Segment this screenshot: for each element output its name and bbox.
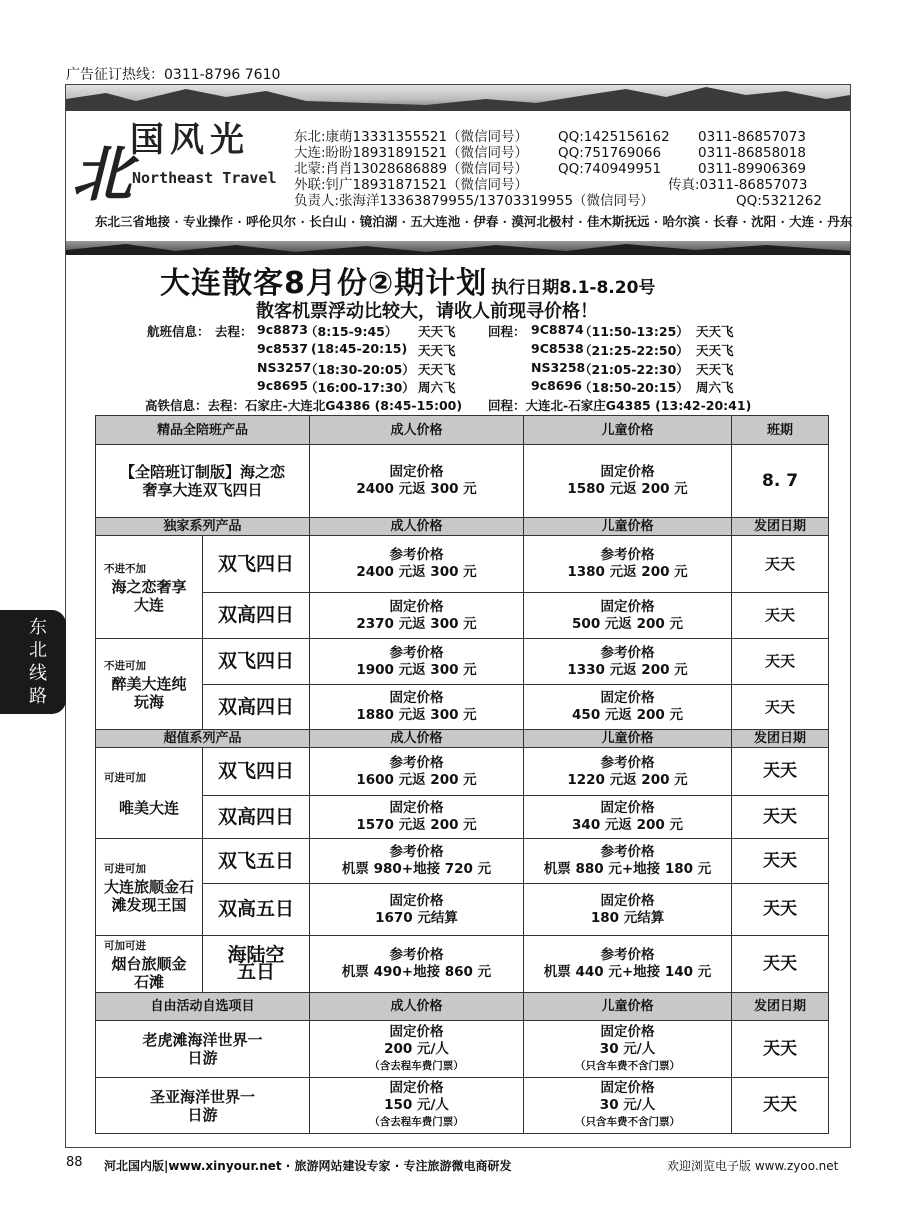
price-value: 1330 元返 200 元 bbox=[567, 661, 688, 678]
price-value: 30 元/人 bbox=[599, 1097, 656, 1113]
child-price bbox=[524, 685, 732, 730]
subtitle: 散客机票浮动比较大，请收人前现寻价格！ bbox=[256, 301, 598, 322]
contact-qq: QQ:1425156162 bbox=[558, 129, 670, 145]
side-tab-label: 东北线路 bbox=[29, 617, 47, 707]
price-note: （含去程车费门票） bbox=[369, 1116, 464, 1128]
rail-go: 高铁信息：去程：石家庄-大连北G4386 (8:45-15:00) bbox=[145, 398, 463, 413]
adult-price bbox=[310, 1078, 524, 1134]
price-type: 固定价格 bbox=[600, 464, 655, 480]
flight-time: （11:50-13:25） bbox=[579, 324, 689, 339]
departure-date: 天天 bbox=[732, 1078, 829, 1134]
product-tag: 可进可加 bbox=[104, 862, 146, 875]
price-type: 固定价格 bbox=[600, 892, 655, 909]
price-type: 固定价格 bbox=[600, 1080, 655, 1096]
price-type: 固定价格 bbox=[600, 598, 655, 615]
product-name-text: 大连旅顺金石滩发现王国 bbox=[104, 877, 195, 914]
flight-return-label: 回程： bbox=[488, 324, 526, 339]
adult-price bbox=[310, 536, 524, 593]
flight-time: （18:50-20:15） bbox=[579, 380, 689, 395]
product-name-text: 老虎滩海洋世界一日游 bbox=[142, 1031, 263, 1067]
price-value: 1880 元返 300 元 bbox=[356, 707, 477, 723]
price-value: 1580 元返 200 元 bbox=[567, 481, 688, 497]
child-price bbox=[524, 884, 732, 936]
col-header: 发团日期 bbox=[732, 730, 829, 748]
price-type: 固定价格 bbox=[389, 1023, 444, 1040]
col-header: 成人价格 bbox=[310, 730, 524, 748]
price-type: 固定价格 bbox=[389, 464, 444, 480]
contact-qq: QQ:740949951 bbox=[558, 161, 662, 177]
logo-guofengguang: 国风光 bbox=[130, 120, 250, 160]
col-header: 儿童价格 bbox=[524, 993, 732, 1021]
departure-date: 天天 bbox=[732, 936, 829, 993]
col-header: 成人价格 bbox=[310, 416, 524, 445]
route-list: 东北三省地接 · 专业操作 · 呼伦贝尔 · 长白山 · 镜泊湖 · 五大连池 · 伊春 · 漠河北极村 · 佳木斯抚远 · 哈尔滨 · 长春 · 沈阳 · 大连 · 丹东 bbox=[95, 214, 853, 229]
title-date: 执行日期8.1-8.20号 bbox=[491, 278, 656, 298]
price-type: 固定价格 bbox=[389, 1080, 444, 1096]
title-main: 大连散客8月份②期计划 bbox=[160, 266, 488, 301]
child-price bbox=[524, 796, 732, 839]
product-name bbox=[96, 748, 203, 839]
price-type: 固定价格 bbox=[389, 690, 444, 706]
col-header: 超值系列产品 bbox=[96, 730, 310, 748]
contact-phone: 0311-86857073 bbox=[698, 129, 806, 145]
table-row bbox=[96, 1078, 829, 1134]
price-value: 200 元/人 bbox=[384, 1040, 449, 1057]
table-row bbox=[96, 639, 829, 685]
departure-date: 天天 bbox=[732, 639, 829, 685]
product-tag: 不进不加 bbox=[104, 562, 146, 575]
table-header bbox=[96, 730, 829, 748]
price-note: （只含车费不含门票） bbox=[575, 1116, 681, 1128]
table-row bbox=[96, 796, 829, 839]
trip-type: 双飞四日 bbox=[203, 639, 310, 685]
table-row bbox=[96, 884, 829, 936]
product-tag: 不进可加 bbox=[104, 659, 146, 672]
flight-freq: 周六飞 bbox=[418, 380, 456, 395]
child-price bbox=[524, 445, 732, 518]
trip-type-text: 海陆空五日 bbox=[227, 944, 285, 983]
flight-freq: 天天飞 bbox=[418, 343, 456, 358]
adult-price bbox=[310, 748, 524, 796]
product-name-text: 醉美大连纯玩海 bbox=[111, 674, 187, 711]
product-name bbox=[96, 445, 310, 518]
product-name bbox=[96, 936, 203, 993]
price-value: 1380 元返 200 元 bbox=[567, 564, 688, 580]
col-header: 班期 bbox=[732, 416, 829, 445]
contact-name: 北蒙:肖肖13028686889（微信同号） bbox=[294, 161, 529, 177]
adult-price bbox=[310, 839, 524, 884]
contact-name: 东北:康萌13331355521（微信同号） bbox=[294, 129, 529, 145]
col-header: 独家系列产品 bbox=[96, 518, 310, 536]
trip-type: 双飞四日 bbox=[203, 536, 310, 593]
departure-date: 天天 bbox=[732, 884, 829, 936]
price-value: 1570 元返 200 元 bbox=[356, 817, 477, 833]
contact-phone: 0311-89906369 bbox=[698, 161, 806, 177]
child-price bbox=[524, 536, 732, 593]
table-row bbox=[96, 1021, 829, 1078]
child-price bbox=[524, 748, 732, 796]
adult-price bbox=[310, 639, 524, 685]
price-value: 机票 980+地接 720 元 bbox=[341, 861, 492, 877]
departure-date: 天天 bbox=[732, 839, 829, 884]
product-name bbox=[96, 536, 203, 639]
flight-no: NS3257 bbox=[257, 360, 312, 375]
child-price bbox=[524, 593, 732, 639]
child-price bbox=[524, 936, 732, 993]
page-number: 88 bbox=[66, 1155, 83, 1170]
flight-time: （18:30-20:05） bbox=[305, 362, 415, 377]
price-value: 机票 490+地接 860 元 bbox=[341, 964, 492, 980]
section-side-tab bbox=[0, 610, 66, 714]
flight-no: 9C8874 bbox=[531, 322, 584, 337]
flight-label: 航班信息： bbox=[147, 324, 210, 339]
table-row bbox=[96, 685, 829, 730]
table-header bbox=[96, 518, 829, 536]
contact-manager: 负责人:张海洋13363879955/13703319955（微信同号） bbox=[294, 193, 655, 209]
flight-time: （8:15-9:45） bbox=[305, 324, 398, 339]
product-tag: 可进可加 bbox=[104, 771, 146, 784]
departure-date: 8. 7 bbox=[732, 445, 829, 518]
table-row bbox=[96, 839, 829, 884]
flight-no: 9c8537 bbox=[257, 341, 308, 356]
col-header: 自由活动自选项目 bbox=[96, 993, 310, 1021]
product-name bbox=[96, 1078, 310, 1134]
flight-no: NS3258 bbox=[531, 360, 586, 375]
contact-name: 大连:盼盼18931891521（微信同号） bbox=[294, 145, 529, 161]
price-type: 参考价格 bbox=[389, 644, 444, 661]
price-type: 参考价格 bbox=[389, 947, 444, 963]
price-value: 150 元/人 bbox=[384, 1097, 449, 1113]
price-type: 参考价格 bbox=[600, 947, 655, 963]
footer-right: 欢迎浏览电子版 www.zyoo.net bbox=[667, 1159, 839, 1173]
price-type: 固定价格 bbox=[600, 800, 655, 816]
table-row bbox=[96, 536, 829, 593]
departure-date: 天天 bbox=[732, 796, 829, 839]
rail-return: 回程：大连北-石家庄G4385 (13:42-20:41) bbox=[488, 398, 752, 413]
price-value: 2370 元返 300 元 bbox=[356, 615, 477, 632]
flight-time: （21:05-22:30） bbox=[579, 362, 689, 377]
contact-phone: 0311-86858018 bbox=[698, 145, 806, 161]
product-name-text: 唯美大连 bbox=[118, 798, 179, 817]
contact-qq: QQ:751769066 bbox=[558, 145, 662, 161]
adult-price bbox=[310, 1021, 524, 1078]
flight-freq: 天天飞 bbox=[696, 362, 734, 377]
departure-date: 天天 bbox=[732, 536, 829, 593]
adult-price bbox=[310, 936, 524, 993]
price-type: 固定价格 bbox=[600, 1023, 655, 1040]
table-row bbox=[96, 593, 829, 639]
adult-price bbox=[310, 593, 524, 639]
price-type: 固定价格 bbox=[389, 598, 444, 615]
price-value: 1220 元返 200 元 bbox=[567, 771, 688, 788]
product-name-text: 圣亚海洋世界一日游 bbox=[149, 1087, 255, 1124]
brand-header bbox=[66, 111, 853, 241]
price-value: 2400 元返 300 元 bbox=[356, 564, 477, 580]
product-name bbox=[96, 839, 203, 936]
product-name bbox=[96, 1021, 310, 1078]
child-price bbox=[524, 639, 732, 685]
departure-date: 天天 bbox=[732, 593, 829, 639]
price-type: 固定价格 bbox=[389, 892, 444, 909]
col-header: 发团日期 bbox=[732, 518, 829, 536]
price-type: 固定价格 bbox=[600, 690, 655, 706]
flight-time: （16:00-17:30） bbox=[305, 380, 415, 395]
price-value: 1600 元返 200 元 bbox=[356, 771, 477, 788]
child-price bbox=[524, 1021, 732, 1078]
price-type: 参考价格 bbox=[600, 644, 655, 661]
logo-english: Northeast Travel bbox=[132, 169, 277, 187]
flight-freq: 天天飞 bbox=[418, 362, 456, 377]
price-value: 500 元返 200 元 bbox=[572, 615, 683, 632]
price-value: 180 元结算 bbox=[590, 909, 665, 926]
contact-qq: QQ:5321262 bbox=[736, 193, 822, 209]
flight-no: 9c8695 bbox=[257, 378, 308, 393]
col-header: 儿童价格 bbox=[524, 730, 732, 748]
departure-date: 天天 bbox=[732, 685, 829, 730]
contact-name: 外联:钊广18931871521（微信同号） bbox=[294, 177, 529, 193]
price-type: 参考价格 bbox=[389, 844, 444, 860]
trip-type: 双飞五日 bbox=[203, 839, 310, 884]
price-type: 参考价格 bbox=[389, 547, 444, 563]
col-header: 成人价格 bbox=[310, 993, 524, 1021]
price-value: 340 元返 200 元 bbox=[572, 817, 683, 833]
flight-no: 9C8538 bbox=[531, 341, 584, 356]
col-header: 成人价格 bbox=[310, 518, 524, 536]
table-row bbox=[96, 445, 829, 518]
col-header: 精品全陪班产品 bbox=[96, 416, 310, 445]
flight-time: （21:25-22:50） bbox=[579, 343, 689, 358]
price-value: 1900 元返 300 元 bbox=[356, 661, 477, 678]
price-value: 30 元/人 bbox=[599, 1040, 656, 1057]
product-name-text: 【全陪班订制版】海之恋奢享大连双飞四日 bbox=[119, 463, 285, 499]
logo-bei: 北 bbox=[72, 140, 132, 210]
contact-fax: 传真:0311-86857073 bbox=[668, 177, 808, 193]
mountain-banner bbox=[66, 85, 850, 111]
price-type: 固定价格 bbox=[389, 800, 444, 816]
flight-freq: 周六飞 bbox=[696, 380, 734, 395]
col-header: 儿童价格 bbox=[524, 416, 732, 445]
price-type: 参考价格 bbox=[600, 754, 655, 771]
page-title bbox=[160, 258, 655, 302]
flight-freq: 天天飞 bbox=[696, 324, 734, 339]
adult-price bbox=[310, 445, 524, 518]
trip-type: 双飞四日 bbox=[203, 748, 310, 796]
col-header: 发团日期 bbox=[732, 993, 829, 1021]
col-header: 儿童价格 bbox=[524, 518, 732, 536]
flight-no: 9c8873 bbox=[257, 322, 308, 337]
price-value: 450 元返 200 元 bbox=[572, 707, 683, 723]
flight-no: 9c8696 bbox=[531, 378, 582, 393]
departure-date: 天天 bbox=[732, 1021, 829, 1078]
footer-left: 河北国内版|www.xinyour.net · 旅游网站建设专家 · 专注旅游微电商研发 bbox=[104, 1159, 512, 1173]
adult-price bbox=[310, 884, 524, 936]
flight-go-label: 去程： bbox=[215, 324, 253, 339]
trip-type bbox=[203, 936, 310, 993]
product-tag: 可加可进 bbox=[104, 939, 146, 952]
price-type: 参考价格 bbox=[600, 844, 655, 860]
price-value: 机票 880 元+地接 180 元 bbox=[543, 861, 712, 877]
price-note: （只含车费不含门票） bbox=[575, 1059, 681, 1072]
ad-hotline: 广告征订热线：0311-8796 7610 bbox=[66, 67, 281, 83]
trip-type: 双高四日 bbox=[203, 685, 310, 730]
table-row bbox=[96, 748, 829, 796]
adult-price bbox=[310, 796, 524, 839]
price-value: 2400 元返 300 元 bbox=[356, 481, 477, 497]
table-header bbox=[96, 993, 829, 1021]
price-type: 参考价格 bbox=[389, 754, 444, 771]
product-name-text: 海之恋奢享大连 bbox=[111, 577, 187, 614]
mountain-banner-lower bbox=[66, 241, 850, 255]
flight-freq: 天天飞 bbox=[418, 324, 456, 339]
child-price bbox=[524, 1078, 732, 1134]
table-header bbox=[96, 416, 829, 445]
trip-type: 双高五日 bbox=[203, 884, 310, 936]
departure-date: 天天 bbox=[732, 748, 829, 796]
product-name bbox=[96, 639, 203, 730]
child-price bbox=[524, 839, 732, 884]
flight-freq: 天天飞 bbox=[696, 343, 734, 358]
flight-time: (18:45-20:15) bbox=[311, 341, 408, 356]
table-row bbox=[96, 936, 829, 993]
product-name-text: 烟台旅顺金石滩 bbox=[111, 954, 187, 991]
adult-price bbox=[310, 685, 524, 730]
price-type: 参考价格 bbox=[600, 547, 655, 563]
price-note: （含去程车费门票） bbox=[369, 1059, 464, 1072]
trip-type: 双高四日 bbox=[203, 796, 310, 839]
trip-type: 双高四日 bbox=[203, 593, 310, 639]
price-value: 1670 元结算 bbox=[375, 909, 458, 926]
price-table bbox=[95, 415, 829, 1134]
price-value: 机票 440 元+地接 140 元 bbox=[543, 964, 712, 980]
